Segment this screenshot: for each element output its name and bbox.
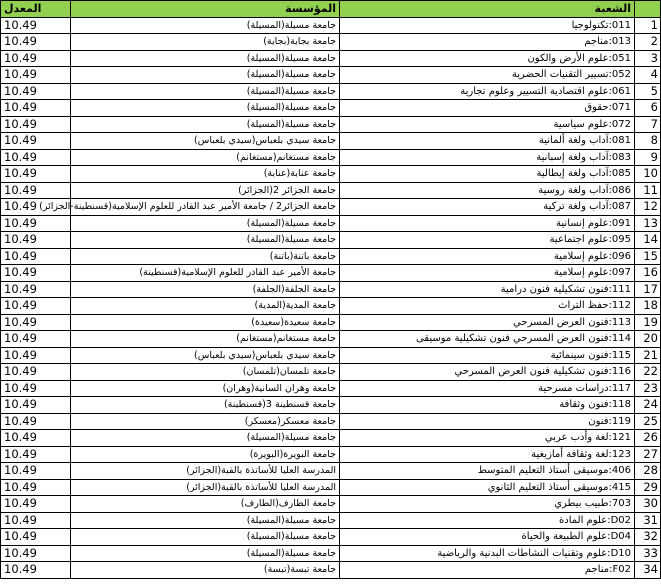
cell-institution: جامعة الجزائر 2(الجزائر): [71, 182, 340, 199]
cell-branch: 081:آداب ولغة ألمانية: [340, 133, 635, 150]
cell-institution: جامعة تبسة(تبسة): [71, 562, 340, 579]
cell-institution: جامعة بجاية(بجاية): [71, 34, 340, 51]
cell-branch: 406:موسيقى أستاذ التعليم المتوسط: [340, 463, 635, 480]
table-row: [1, 133, 661, 150]
cell-institution: جامعة سيدي بلعباس(سيدي بلعباس): [71, 133, 340, 150]
table-row: [1, 529, 661, 546]
cell-branch: 114:فنون العرض المسرحي فنون تشكيلية موسيقى: [340, 331, 635, 348]
cell-branch: 071:حقوق: [340, 100, 635, 117]
cell-branch: D04:علوم الطبيعة والحياة: [340, 529, 635, 546]
table-row: [1, 479, 661, 496]
cell-row-number: 12: [635, 199, 661, 216]
cell-average: 10.49: [1, 265, 71, 282]
table-row: [1, 17, 661, 34]
cell-branch: 011:تكنولوجيا: [340, 17, 635, 34]
cell-average: 10.49: [1, 298, 71, 315]
cell-average: 10.49: [1, 397, 71, 414]
cell-branch: 121:لغة وأدب عربي: [340, 430, 635, 447]
cell-branch: 087:آداب ولغة تركية: [340, 199, 635, 216]
cell-institution: جامعة مسيلة(المسيلة): [71, 512, 340, 529]
cell-branch: 013:مناجم: [340, 34, 635, 51]
cell-institution: جامعة مسيلة(المسيلة): [71, 116, 340, 133]
cell-institution: جامعة مسيلة(المسيلة): [71, 50, 340, 67]
cell-branch: 086:آداب ولغة روسية: [340, 182, 635, 199]
table-row: [1, 248, 661, 265]
cell-average: 10.49: [1, 529, 71, 546]
cell-average: 10.49: [1, 496, 71, 513]
cell-average: 10.49: [1, 413, 71, 430]
header-institution: المؤسسة: [71, 1, 340, 18]
cell-row-number: 3: [635, 50, 661, 67]
cell-average: 10.49: [1, 314, 71, 331]
cell-row-number: 34: [635, 562, 661, 579]
cell-average: 10.49: [1, 479, 71, 496]
table-row: [1, 347, 661, 364]
cell-average: 10.49: [1, 133, 71, 150]
cell-average: 10.49: [1, 364, 71, 381]
table-row: [1, 463, 661, 480]
header-branch: الشعبة: [340, 1, 635, 18]
table-row: [1, 182, 661, 199]
table-row: [1, 83, 661, 100]
cell-average: 10.49: [1, 149, 71, 166]
cell-branch: D10:علوم وتقنيات النشاطات البدنية والرياضية: [340, 545, 635, 562]
cell-average: 10.49: [1, 50, 71, 67]
table-row: [1, 545, 661, 562]
cell-institution: جامعة باتنة(باتنة): [71, 248, 340, 265]
cell-institution: جامعة سعيدة(سعيدة): [71, 314, 340, 331]
table-row: [1, 34, 661, 51]
cell-branch: 091:علوم إنسانية: [340, 215, 635, 232]
table-row: [1, 413, 661, 430]
cell-institution: جامعة مستغانم(مستغانم): [71, 331, 340, 348]
cell-average: 10.49: [1, 281, 71, 298]
table-row: [1, 149, 661, 166]
table-row: [1, 364, 661, 381]
cell-average: 10.49: [1, 430, 71, 447]
cell-institution: جامعة مسيلة(المسيلة): [71, 100, 340, 117]
cell-institution: جامعة تلمسان(تلمسان): [71, 364, 340, 381]
cell-row-number: 8: [635, 133, 661, 150]
cell-average: 10.49: [1, 347, 71, 364]
cell-average: 10.49: [1, 100, 71, 117]
table-row: [1, 100, 661, 117]
cell-row-number: 26: [635, 430, 661, 447]
cell-row-number: 32: [635, 529, 661, 546]
cell-branch: 051:علوم الأرض والكون: [340, 50, 635, 67]
cell-branch: 117:دراسات مسرحية: [340, 380, 635, 397]
cell-branch: F02:مناجم: [340, 562, 635, 579]
cell-branch: 415:موسيقى أستاذ التعليم الثانوي: [340, 479, 635, 496]
cell-row-number: 17: [635, 281, 661, 298]
cell-row-number: 19: [635, 314, 661, 331]
cell-institution: جامعة سيدي بلعباس(سيدي بلعباس): [71, 347, 340, 364]
cell-average: 10.49: [1, 17, 71, 34]
table-row: [1, 166, 661, 183]
header-average: المعدل: [1, 1, 71, 18]
table-row: [1, 265, 661, 282]
cell-row-number: 9: [635, 149, 661, 166]
cell-institution: جامعة الجلفة(الجلفة): [71, 281, 340, 298]
cell-average: 10.49: [1, 83, 71, 100]
cell-institution: جامعة مسيلة(المسيلة): [71, 67, 340, 84]
cell-branch: 115:فنون سينمائية: [340, 347, 635, 364]
header-row: [1, 1, 661, 18]
cell-institution: جامعة الطارف(الطارف): [71, 496, 340, 513]
cell-row-number: 25: [635, 413, 661, 430]
table-row: [1, 430, 661, 447]
cell-row-number: 28: [635, 463, 661, 480]
table-row: [1, 446, 661, 463]
cell-branch: 703:طبيب بيطري: [340, 496, 635, 513]
table-row: [1, 562, 661, 579]
cell-branch: 111:فنون تشكيلية فنون درامية: [340, 281, 635, 298]
table-row: [1, 281, 661, 298]
cell-institution: جامعة الأمير عبد القادر للعلوم الإسلامية(قسنطينة): [71, 265, 340, 282]
table-row: [1, 116, 661, 133]
cell-institution: جامعة مسيلة(المسيلة): [71, 83, 340, 100]
cell-branch: 096:علوم إسلامية: [340, 248, 635, 265]
header-row-number: [635, 1, 661, 18]
cell-institution: جامعة الجزائر2 / جامعة الأمير عبد القادر للعلوم الإسلامية(قسنطينة-الجزائر): [71, 199, 340, 216]
cell-row-number: 13: [635, 215, 661, 232]
cell-row-number: 30: [635, 496, 661, 513]
cell-branch: 123:لغة وثقافة أمازيغية: [340, 446, 635, 463]
cell-row-number: 7: [635, 116, 661, 133]
cell-row-number: 33: [635, 545, 661, 562]
cell-branch: 083:آداب ولغة إسبانية: [340, 149, 635, 166]
cell-row-number: 16: [635, 265, 661, 282]
cell-institution: المدرسة العليا للأساتذة بالقبة(الجزائر): [71, 463, 340, 480]
cell-row-number: 11: [635, 182, 661, 199]
cell-branch: 113:فنون العرض المسرحي: [340, 314, 635, 331]
cell-institution: جامعة وهران السانية(وهران): [71, 380, 340, 397]
cell-average: 10.49: [1, 182, 71, 199]
cell-average: 10.49: [1, 512, 71, 529]
cell-row-number: 2: [635, 34, 661, 51]
table-row: [1, 512, 661, 529]
table-row: [1, 215, 661, 232]
cell-branch: D02:علوم المادة: [340, 512, 635, 529]
cell-branch: 052:تسيير التقنيات الحضرية: [340, 67, 635, 84]
cell-institution: جامعة مستغانم(مستغانم): [71, 149, 340, 166]
cell-branch: 061:علوم اقتصادية التسيير وعلوم تجارية: [340, 83, 635, 100]
cell-row-number: 23: [635, 380, 661, 397]
cell-average: 10.49: [1, 331, 71, 348]
cell-institution: جامعة مسيلة(المسيلة): [71, 430, 340, 447]
cell-institution: جامعة معسكر(معسكر): [71, 413, 340, 430]
cell-institution: المدرسة العليا للأساتذة بالقبة(الجزائر): [71, 479, 340, 496]
cell-row-number: 31: [635, 512, 661, 529]
cell-institution: جامعة مسيلة(المسيلة): [71, 545, 340, 562]
cell-row-number: 20: [635, 331, 661, 348]
cell-branch: 112:حفظ التراث: [340, 298, 635, 315]
cell-institution: جامعة المدية(المدية): [71, 298, 340, 315]
cell-average: 10.49: [1, 463, 71, 480]
cell-row-number: 5: [635, 83, 661, 100]
table-row: [1, 50, 661, 67]
cell-row-number: 21: [635, 347, 661, 364]
cell-average: 10.49: [1, 562, 71, 579]
cell-institution: جامعة قسنطينة 3(قسنطينة): [71, 397, 340, 414]
table-row: [1, 331, 661, 348]
cell-institution: جامعة مسيلة(المسيلة): [71, 529, 340, 546]
cell-average: 10.49: [1, 116, 71, 133]
cell-row-number: 10: [635, 166, 661, 183]
cell-row-number: 24: [635, 397, 661, 414]
cell-average: 10.49: [1, 545, 71, 562]
cell-average: 10.49: [1, 248, 71, 265]
cell-row-number: 27: [635, 446, 661, 463]
cell-branch: 072:علوم سياسية: [340, 116, 635, 133]
cell-institution: جامعة البويرة(البويرة): [71, 446, 340, 463]
cell-average: 10.49: [1, 67, 71, 84]
cell-branch: 097:علوم إسلامية: [340, 265, 635, 282]
cell-institution: جامعة مسيلة(المسيلة): [71, 215, 340, 232]
table-row: [1, 397, 661, 414]
cell-branch: 085:آداب ولغة إيطالية: [340, 166, 635, 183]
cell-institution: جامعة مسيلة(المسيلة): [71, 232, 340, 249]
cell-average: 10.49: [1, 166, 71, 183]
cell-average: 10.49: [1, 446, 71, 463]
cell-average: 10.49: [1, 215, 71, 232]
cell-branch: 095:علوم اجتماعية: [340, 232, 635, 249]
table-row: [1, 314, 661, 331]
table-row: [1, 496, 661, 513]
cell-branch: 116:فنون تشكيلية فنون العرض المسرحي: [340, 364, 635, 381]
cell-average: 10.49: [1, 380, 71, 397]
cell-branch: 119:فنون: [340, 413, 635, 430]
cell-average: 10.49: [1, 199, 71, 216]
cell-row-number: 6: [635, 100, 661, 117]
cell-row-number: 15: [635, 248, 661, 265]
cell-row-number: 29: [635, 479, 661, 496]
table-row: [1, 67, 661, 84]
table-row: [1, 199, 661, 216]
cell-branch: 118:فنون وثقافة: [340, 397, 635, 414]
cell-institution: جامعة عنابة(عنابة): [71, 166, 340, 183]
table-row: [1, 232, 661, 249]
cell-row-number: 22: [635, 364, 661, 381]
cell-institution: جامعة مسيلة(المسيلة): [71, 17, 340, 34]
cell-row-number: 18: [635, 298, 661, 315]
cell-row-number: 4: [635, 67, 661, 84]
cell-average: 10.49: [1, 34, 71, 51]
table-row: [1, 298, 661, 315]
cell-row-number: 1: [635, 17, 661, 34]
table-row: [1, 380, 661, 397]
cell-average: 10.49: [1, 232, 71, 249]
cell-row-number: 14: [635, 232, 661, 249]
